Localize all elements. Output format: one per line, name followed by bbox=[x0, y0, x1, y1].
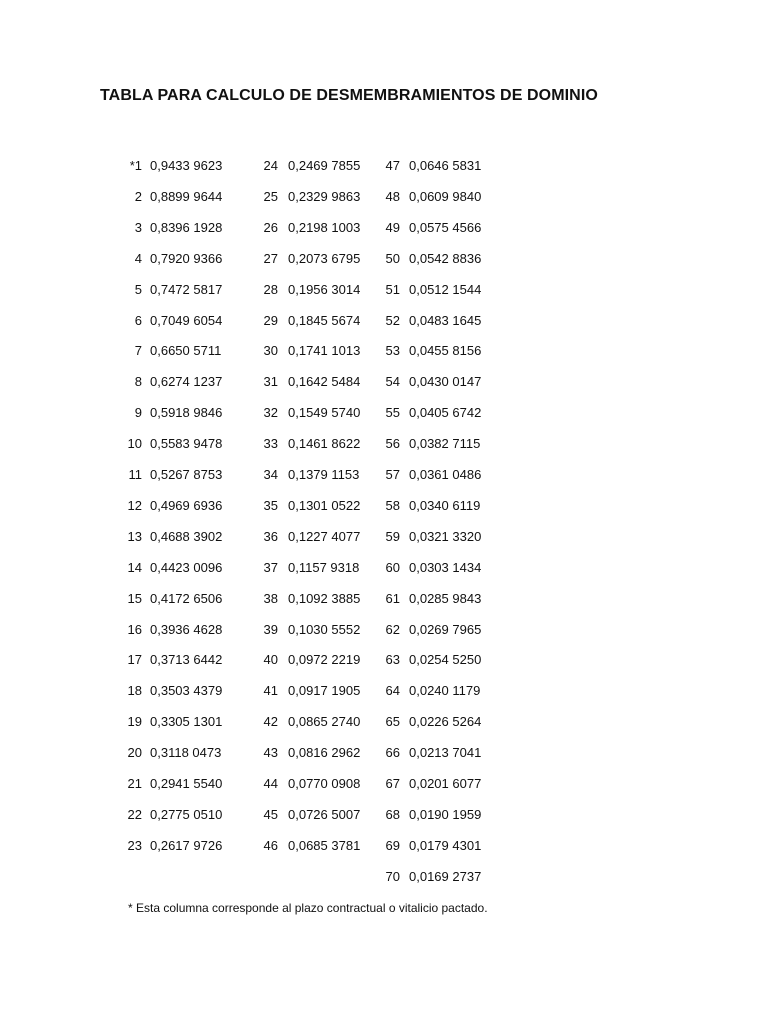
factor-value: 0,0770 0908 bbox=[288, 776, 361, 791]
factor-value: 0,2617 9726 bbox=[150, 837, 223, 853]
period-number: 4 bbox=[134, 250, 142, 266]
factor-value: 0,2073 6795 bbox=[288, 250, 361, 266]
factor-value: 0,3503 4379 bbox=[150, 683, 223, 699]
period-number: 52 bbox=[385, 312, 400, 328]
factor-value: 0,0972 2219 bbox=[288, 652, 361, 668]
factor-value: 0,0303 1434 bbox=[409, 559, 482, 575]
factor-value: 0,0269 7965 bbox=[409, 621, 482, 637]
period-number: 5 bbox=[134, 281, 142, 297]
period-number: 58 bbox=[385, 497, 400, 513]
period-number: 40 bbox=[263, 652, 278, 668]
period-number: 48 bbox=[385, 188, 400, 204]
period-number: 28 bbox=[263, 281, 278, 297]
factor-value: 0,1227 4077 bbox=[288, 528, 361, 544]
factor-value: 0,0382 7115 bbox=[409, 436, 481, 452]
factor-value: 0,0430 0147 bbox=[409, 374, 482, 390]
period-number: 56 bbox=[385, 436, 400, 452]
factor-value: 0,2775 0510 bbox=[150, 806, 223, 822]
period-number: 16 bbox=[127, 621, 142, 637]
period-number: 50 bbox=[385, 250, 400, 266]
factor-value: 0,0340 6119 bbox=[409, 497, 481, 513]
factor-value: 0,2469 7855 bbox=[288, 158, 361, 173]
period-number: 15 bbox=[127, 590, 142, 606]
factor-value: 0,1845 5674 bbox=[288, 312, 361, 328]
period-number: 37 bbox=[263, 559, 278, 575]
factor-value: 0,1379 1153 bbox=[288, 467, 360, 482]
factor-value: 0,0213 7041 bbox=[409, 745, 482, 761]
period-number: 33 bbox=[263, 436, 278, 452]
period-number: 47 bbox=[385, 158, 400, 173]
factor-value: 0,2329 9863 bbox=[288, 188, 361, 204]
factor-value: 0,1092 3885 bbox=[288, 590, 361, 606]
factor-value: 0,2941 5540 bbox=[150, 776, 223, 791]
period-number: 63 bbox=[385, 652, 400, 668]
period-number: 18 bbox=[127, 683, 142, 699]
period-number: 21 bbox=[127, 776, 142, 791]
period-number: 6 bbox=[134, 312, 142, 328]
period-number: 49 bbox=[385, 219, 400, 235]
factor-value: 0,7049 6054 bbox=[150, 312, 223, 328]
period-number: 39 bbox=[263, 621, 278, 637]
factor-value: 0,3713 6442 bbox=[150, 652, 223, 668]
period-number: 35 bbox=[263, 497, 278, 513]
factor-value: 0,0575 4566 bbox=[409, 219, 482, 235]
period-number: *1 bbox=[129, 158, 142, 173]
period-number: 70 bbox=[385, 868, 400, 884]
period-number: 36 bbox=[263, 528, 278, 544]
period-number: 65 bbox=[385, 714, 400, 730]
period-number: 55 bbox=[385, 405, 400, 421]
period-number: 60 bbox=[385, 559, 400, 575]
period-number: 45 bbox=[263, 806, 278, 822]
factor-value: 0,0201 6077 bbox=[409, 776, 482, 791]
period-number: 64 bbox=[385, 683, 400, 699]
factor-value: 0,1956 3014 bbox=[288, 281, 361, 297]
factor-value: 0,0512 1544 bbox=[409, 281, 482, 297]
period-number: 66 bbox=[385, 745, 400, 761]
factor-value: 0,5583 9478 bbox=[150, 436, 223, 452]
period-number: 32 bbox=[263, 405, 278, 421]
factor-value: 0,0455 8156 bbox=[409, 343, 482, 359]
factor-value: 0,3305 1301 bbox=[150, 714, 223, 730]
period-number: 67 bbox=[385, 776, 400, 791]
factor-value: 0,0646 5831 bbox=[409, 158, 482, 173]
factor-value: 0,1642 5484 bbox=[288, 374, 361, 390]
factor-value: 0,0865 2740 bbox=[288, 714, 361, 730]
factor-value: 0,0685 3781 bbox=[288, 837, 361, 853]
factor-value: 0,0361 0486 bbox=[409, 467, 482, 482]
factor-value: 0,0190 1959 bbox=[409, 806, 482, 822]
period-number: 57 bbox=[385, 467, 400, 482]
period-number: 22 bbox=[127, 806, 142, 822]
factor-value: 0,2198 1003 bbox=[288, 219, 361, 235]
period-number: 13 bbox=[127, 528, 142, 544]
period-number: 23 bbox=[127, 837, 142, 853]
period-number: 69 bbox=[385, 837, 400, 853]
period-number: 29 bbox=[263, 312, 278, 328]
factor-value: 0,4172 6506 bbox=[150, 590, 223, 606]
factor-value: 0,0816 2962 bbox=[288, 745, 361, 761]
factor-value: 0,7920 9366 bbox=[150, 250, 223, 266]
factor-value: 0,0726 5007 bbox=[288, 806, 361, 822]
period-number: 61 bbox=[385, 590, 400, 606]
period-number: 3 bbox=[134, 219, 142, 235]
factor-value: 0,5918 9846 bbox=[150, 405, 223, 421]
factor-value: 0,1741 1013 bbox=[288, 343, 361, 359]
factor-value: 0,0321 3320 bbox=[409, 528, 482, 544]
factor-value: 0,4969 6936 bbox=[150, 497, 223, 513]
period-number: 17 bbox=[127, 652, 142, 668]
factor-value: 0,8899 9644 bbox=[150, 188, 223, 204]
factor-value: 0,1461 8622 bbox=[288, 436, 361, 452]
factor-value: 0,8396 1928 bbox=[150, 219, 223, 235]
period-number: 42 bbox=[263, 714, 278, 730]
period-number: 24 bbox=[263, 158, 278, 173]
factor-value: 0,0405 6742 bbox=[409, 405, 482, 421]
factor-value: 0,0609 9840 bbox=[409, 188, 482, 204]
period-number: 54 bbox=[385, 374, 400, 390]
period-number: 59 bbox=[385, 528, 400, 544]
factor-value: 0,1030 5552 bbox=[288, 621, 361, 637]
factor-value: 0,5267 8753 bbox=[150, 467, 223, 482]
factor-value: 0,1157 9318 bbox=[288, 559, 360, 575]
period-number: 11 bbox=[128, 467, 142, 482]
period-number: 41 bbox=[263, 683, 278, 699]
period-number: 34 bbox=[263, 467, 278, 482]
period-number: 43 bbox=[263, 745, 278, 761]
period-number: 19 bbox=[127, 714, 142, 730]
period-number: 53 bbox=[385, 343, 400, 359]
period-number: 27 bbox=[263, 250, 278, 266]
period-number: 44 bbox=[263, 776, 278, 791]
factor-value: 0,1549 5740 bbox=[288, 405, 361, 421]
factor-value: 0,0240 1179 bbox=[409, 683, 481, 699]
period-number: 20 bbox=[127, 745, 142, 761]
footnote: * Esta columna corresponde al plazo contractual o vitalicio pactado. bbox=[128, 901, 488, 915]
period-number: 12 bbox=[127, 497, 142, 513]
factor-value: 0,0285 9843 bbox=[409, 590, 482, 606]
factor-value: 0,3118 0473 bbox=[150, 745, 222, 761]
period-number: 14 bbox=[127, 559, 142, 575]
factor-value: 0,6274 1237 bbox=[150, 374, 223, 390]
period-number: 38 bbox=[263, 590, 278, 606]
factor-value: 0,0169 2737 bbox=[409, 868, 482, 884]
period-number: 8 bbox=[134, 374, 142, 390]
period-number: 62 bbox=[385, 621, 400, 637]
period-number: 31 bbox=[263, 374, 278, 390]
page-title: TABLA PARA CALCULO DE DESMEMBRAMIENTOS DE DOMINIO bbox=[100, 87, 598, 104]
factor-value: 0,0542 8836 bbox=[409, 250, 482, 266]
factor-value: 0,0483 1645 bbox=[409, 312, 482, 328]
factor-value: 0,0917 1905 bbox=[288, 683, 361, 699]
factor-value: 0,4688 3902 bbox=[150, 528, 223, 544]
period-number: 26 bbox=[263, 219, 278, 235]
factor-value: 0,6650 5711 bbox=[150, 343, 222, 359]
factor-value: 0,3936 4628 bbox=[150, 621, 223, 637]
period-number: 46 bbox=[263, 837, 278, 853]
period-number: 9 bbox=[134, 405, 142, 421]
factor-value: 0,0226 5264 bbox=[409, 714, 482, 730]
period-number: 25 bbox=[263, 188, 278, 204]
factor-value: 0,7472 5817 bbox=[150, 281, 223, 297]
period-number: 7 bbox=[134, 343, 142, 359]
period-number: 10 bbox=[127, 436, 142, 452]
factor-value: 0,4423 0096 bbox=[150, 559, 223, 575]
period-number: 51 bbox=[385, 281, 400, 297]
period-number: 2 bbox=[134, 188, 142, 204]
period-number: 30 bbox=[263, 343, 278, 359]
factor-value: 0,0179 4301 bbox=[409, 837, 482, 853]
period-number: 68 bbox=[385, 806, 400, 822]
factor-value: 0,1301 0522 bbox=[288, 497, 361, 513]
factor-value: 0,0254 5250 bbox=[409, 652, 482, 668]
factor-value: 0,9433 9623 bbox=[150, 158, 223, 173]
